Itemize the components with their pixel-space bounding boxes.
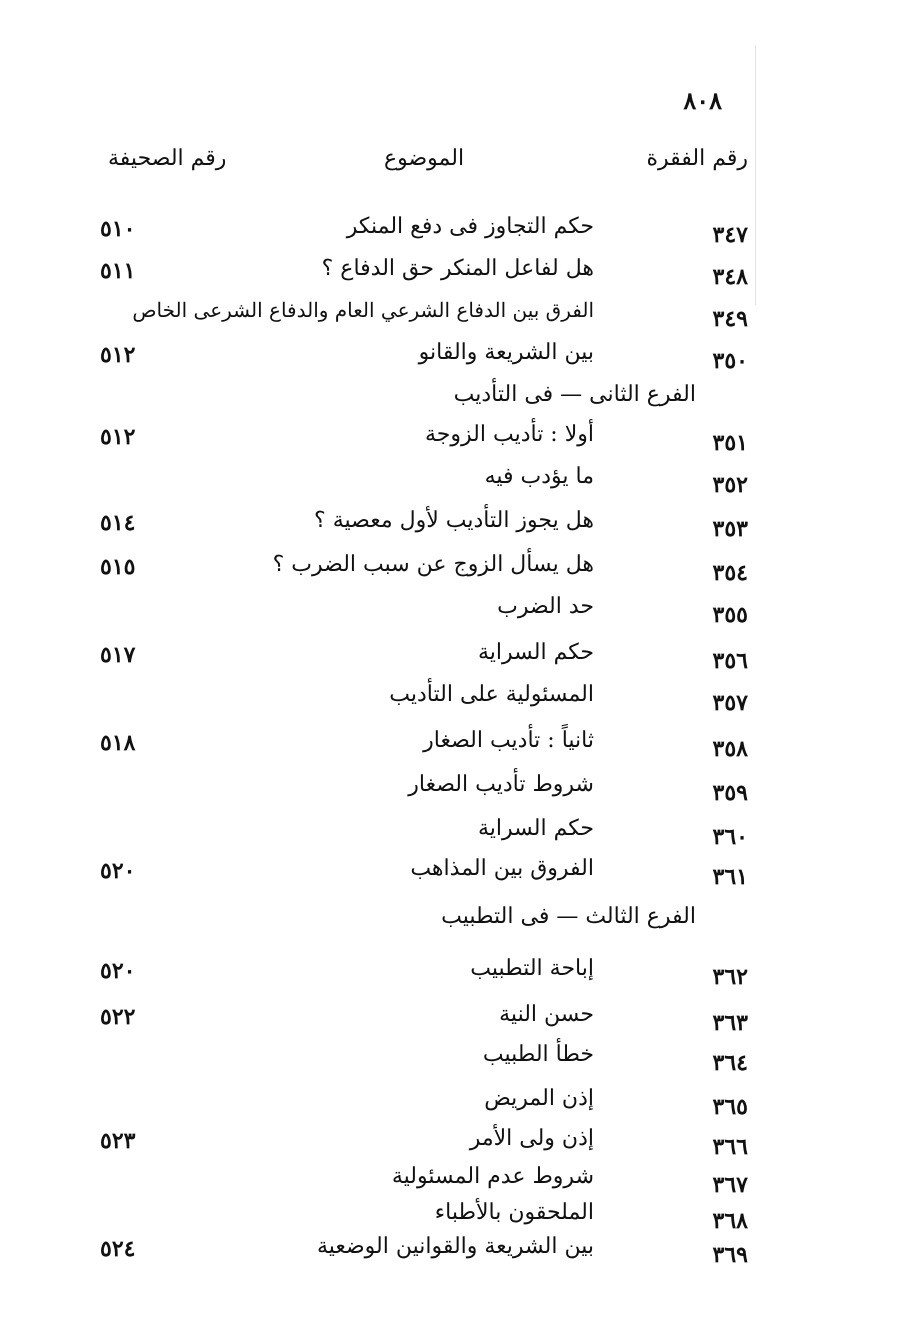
topic-text: الملحقون بالأطباء xyxy=(434,1200,594,1225)
index-row xyxy=(0,856,900,896)
index-row xyxy=(0,422,900,462)
topic-text: حسن النية xyxy=(499,1002,594,1027)
header-paragraph-number: رقم الفقرة xyxy=(646,146,748,171)
index-row xyxy=(0,594,900,634)
page-ref: ٥١٠ xyxy=(100,216,136,242)
topic-text: شروط تأديب الصغار xyxy=(408,772,594,797)
page-ref: ٥٢٠ xyxy=(100,858,136,884)
paragraph-number: ٣٥٥ xyxy=(712,602,748,628)
topic-text: المسئولية على التأديب xyxy=(389,682,594,707)
index-row xyxy=(0,464,900,504)
page-ref: ٥٢٤ xyxy=(100,1236,136,1262)
header-page-number: رقم الصحيفة xyxy=(108,146,227,171)
index-row xyxy=(0,816,900,856)
page-ref: ٥١١ xyxy=(100,258,136,284)
header-topic: الموضوع xyxy=(384,146,465,171)
index-row xyxy=(0,1042,900,1082)
index-row xyxy=(0,1164,900,1204)
topic-text: إذن المريض xyxy=(484,1086,594,1111)
page-ref: ٥٢٠ xyxy=(100,958,136,984)
paragraph-number: ٣٦٠ xyxy=(712,824,748,850)
page-ref: ٥١٢ xyxy=(100,342,136,368)
index-row xyxy=(0,1126,900,1166)
paragraph-number: ٣٦٩ xyxy=(712,1242,748,1268)
section-heading: الفرع الثانى — فى التأديب xyxy=(453,382,696,407)
index-row xyxy=(0,956,900,996)
topic-text: حد الضرب xyxy=(497,594,594,619)
paragraph-number: ٣٦٧ xyxy=(712,1172,748,1198)
paragraph-number: ٣٤٩ xyxy=(712,306,748,332)
topic-text: بين الشريعة والقوانين الوضعية xyxy=(316,1234,594,1259)
page-ref: ٥١٥ xyxy=(100,554,136,580)
paragraph-number: ٣٦١ xyxy=(712,864,748,890)
index-row xyxy=(0,1002,900,1042)
index-row xyxy=(0,340,900,380)
index-row xyxy=(0,728,900,768)
index-row xyxy=(0,640,900,680)
paragraph-number: ٣٦٢ xyxy=(712,964,748,990)
paragraph-number: ٣٥٤ xyxy=(712,560,748,586)
page-ref: ٥٢٢ xyxy=(100,1004,136,1030)
topic-text: هل يسأل الزوج عن سبب الضرب ؟ xyxy=(272,552,594,577)
paragraph-number: ٣٦٤ xyxy=(712,1050,748,1076)
paragraph-number: ٣٥٦ xyxy=(712,648,748,674)
topic-text: هل لفاعل المنكر حق الدفاع ؟ xyxy=(321,256,594,281)
page-ref: ٥٢٣ xyxy=(100,1128,136,1154)
topic-text: ثانياً : تأديب الصغار xyxy=(423,728,594,753)
paragraph-number: ٣٥٢ xyxy=(712,472,748,498)
paragraph-number: ٣٥٨ xyxy=(712,736,748,762)
topic-text: إباحة التطبيب xyxy=(470,956,594,981)
index-row xyxy=(0,772,900,812)
topic-text: الفروق بين المذاهب xyxy=(410,856,594,881)
page-number: ٨٠٨ xyxy=(683,86,722,115)
index-row xyxy=(0,552,900,592)
topic-text: حكم التجاوز فى دفع المنكر xyxy=(346,214,594,239)
paragraph-number: ٣٦٦ xyxy=(712,1134,748,1160)
topic-text: شروط عدم المسئولية xyxy=(391,1164,594,1189)
paragraph-number: ٣٥٠ xyxy=(712,348,748,374)
page-ref: ٥١٨ xyxy=(100,730,136,756)
topic-text: خطأ الطبيب xyxy=(482,1042,594,1067)
paragraph-number: ٣٥٩ xyxy=(712,780,748,806)
index-row xyxy=(0,214,900,254)
paragraph-number: ٣٤٧ xyxy=(712,222,748,248)
topic-text: ما يؤدب فيه xyxy=(484,464,594,489)
section-heading: الفرع الثالث — فى التطبيب xyxy=(441,904,696,929)
index-row xyxy=(0,1086,900,1126)
topic-text: حكم السراية xyxy=(478,640,594,665)
topic-text: بين الشريعة والقانو xyxy=(418,340,594,365)
index-row xyxy=(0,682,900,722)
paragraph-number: ٣٦٥ xyxy=(712,1094,748,1120)
page-ref: ٥١٤ xyxy=(100,510,136,536)
paragraph-number: ٣٥٣ xyxy=(712,516,748,542)
page-ref: ٥١٧ xyxy=(100,642,136,668)
paragraph-number: ٣٦٣ xyxy=(712,1010,748,1036)
index-row xyxy=(0,1234,900,1274)
paragraph-number: ٣٥١ xyxy=(712,430,748,456)
topic-text: الفرق بين الدفاع الشرعي العام والدفاع الشرعى الخاص xyxy=(132,298,594,322)
topic-text: حكم السراية xyxy=(478,816,594,841)
paragraph-number: ٣٥٧ xyxy=(712,690,748,716)
index-row xyxy=(0,508,900,548)
paragraph-number: ٣٤٨ xyxy=(712,264,748,290)
index-row xyxy=(0,298,900,338)
topic-text: أولا : تأديب الزوجة xyxy=(425,422,594,447)
topic-text: إذن ولى الأمر xyxy=(469,1126,594,1151)
paragraph-number: ٣٦٨ xyxy=(712,1208,748,1234)
index-row xyxy=(0,256,900,296)
topic-text: هل يجوز التأديب لأول معصية ؟ xyxy=(314,508,594,533)
page-ref: ٥١٢ xyxy=(100,424,136,450)
